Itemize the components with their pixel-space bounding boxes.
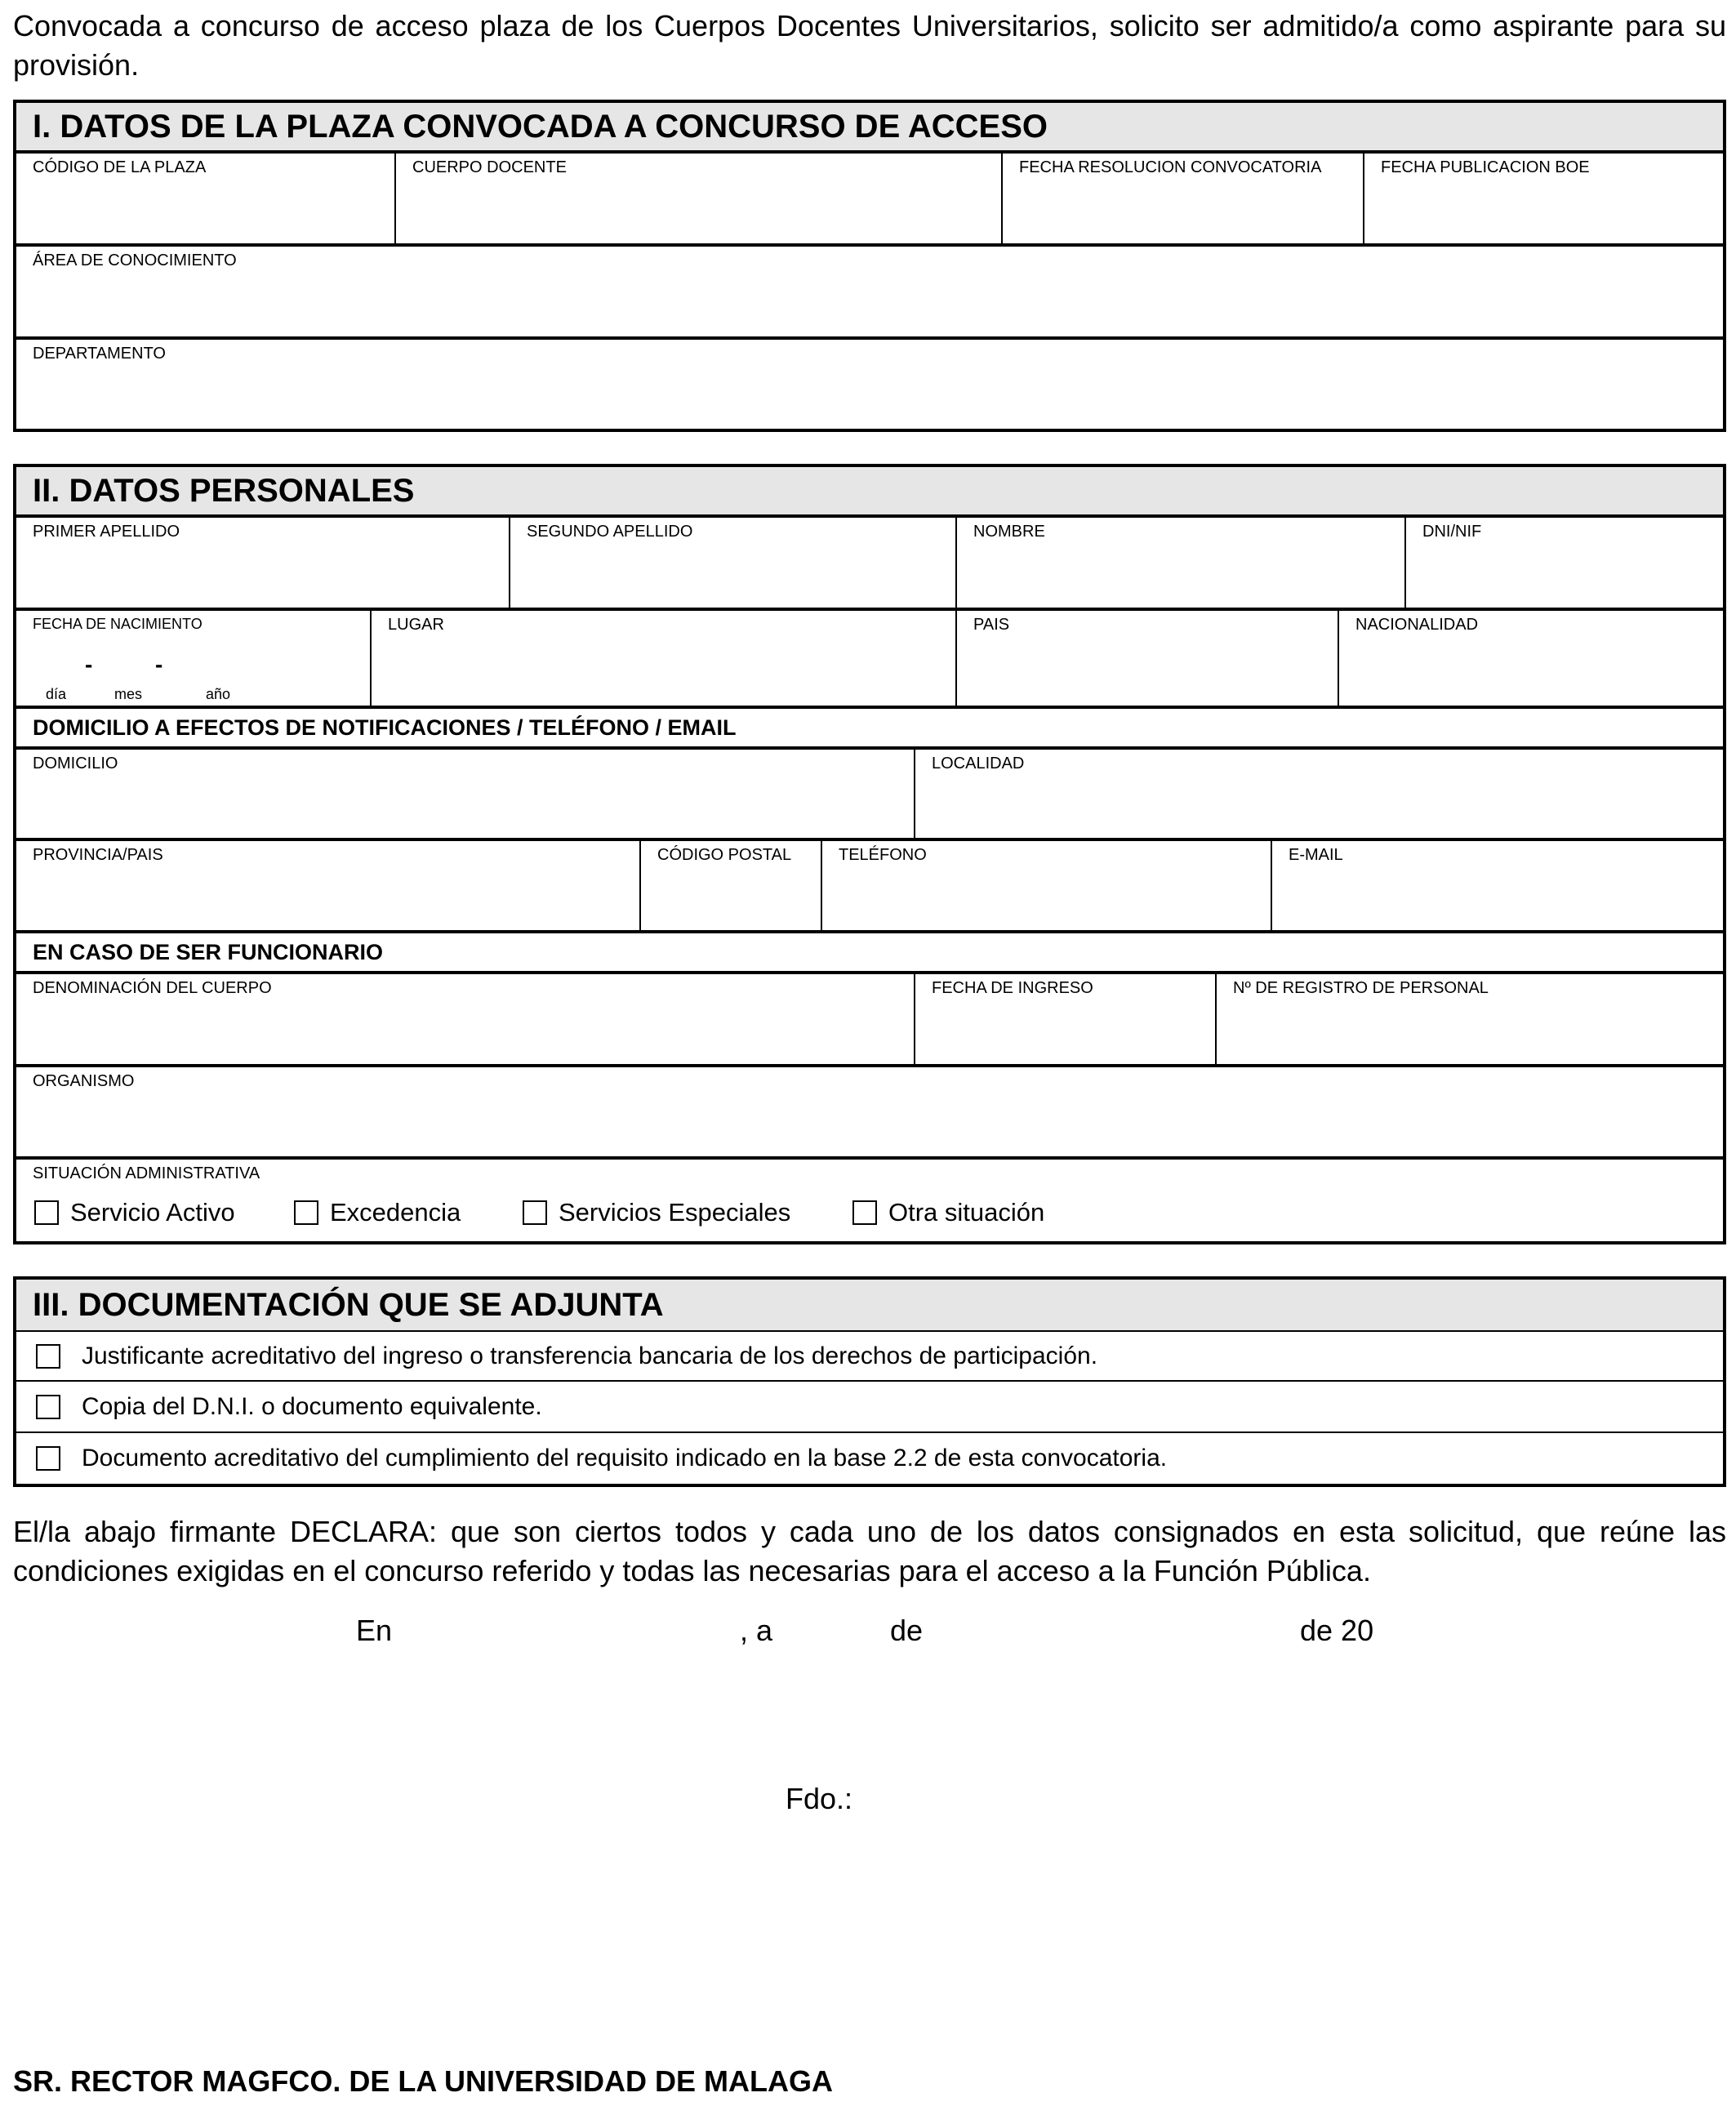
domicilio-subheader: DOMICILIO A EFECTOS DE NOTIFICACIONES / TELÉFONO / EMAIL <box>16 709 1723 750</box>
situacion-label: SITUACIÓN ADMINISTRATIVA <box>33 1164 260 1182</box>
date-de: de <box>890 1614 924 1647</box>
checkbox[interactable] <box>852 1200 877 1225</box>
doc-item-justificante[interactable] <box>16 1332 1723 1382</box>
section-title: III. DOCUMENTACIÓN QUE SE ADJUNTA <box>16 1280 1723 1332</box>
area-conocimiento-field[interactable]: ÁREA DE CONOCIMIENTO <box>33 252 237 269</box>
month-label: mes <box>114 686 143 702</box>
option-excedencia[interactable] <box>294 1198 523 1227</box>
segundo-apellido-field[interactable]: SEGUNDO APELLIDO <box>510 518 957 608</box>
checkbox[interactable] <box>36 1344 60 1369</box>
provincia-field[interactable]: PROVINCIA/PAIS <box>16 841 641 930</box>
fecha-resolucion-field[interactable]: FECHA RESOLUCION CONVOCATORIA <box>1003 154 1364 243</box>
place-a: , a <box>740 1614 773 1647</box>
intro-text: Convocada a concurso de acceso plaza de los Cuerpos Docentes Universitarios, solicito ser admitido/a como aspirante para su provisión. <box>13 9 1726 82</box>
declaration-text: El/la abajo firmante DECLARA: que son ciertos todos y cada uno de los datos consignados en esta solicitud, que reúne las condiciones exigidas en el concurso referido y todas las necesarias para el acceso a la Función Pública. <box>13 1515 1726 1587</box>
doc-item-requisito[interactable] <box>16 1433 1723 1484</box>
nombre-field[interactable]: NOMBRE <box>957 518 1406 608</box>
option-label: Servicio Activo <box>70 1198 235 1227</box>
fecha-nacimiento-field[interactable] <box>16 611 372 706</box>
doc-label: Documento acreditativo del cumplimiento del requisito indicado en la base 2.2 de esta convocatoria. <box>82 1445 1168 1472</box>
localidad-field[interactable]: LOCALIDAD <box>932 755 1025 772</box>
dni-field[interactable]: DNI/NIF <box>1422 523 1482 541</box>
nacionalidad-field[interactable]: NACIONALIDAD <box>1355 616 1479 634</box>
section-documentacion <box>13 1276 1726 1487</box>
place-en: En <box>356 1614 393 1647</box>
signature-label: Fdo.: <box>786 1782 853 1815</box>
addressee: SR. RECTOR MAGFCO. DE LA UNIVERSIDAD DE MALAGA <box>13 2064 834 2098</box>
option-servicio-activo[interactable] <box>34 1198 294 1227</box>
registro-personal-field[interactable]: Nº DE REGISTRO DE PERSONAL <box>1233 979 1489 997</box>
departamento-field[interactable]: DEPARTAMENTO <box>33 345 166 363</box>
checkbox[interactable] <box>294 1200 318 1225</box>
primer-apellido-field[interactable]: PRIMER APELLIDO <box>16 518 510 608</box>
codigo-postal-field[interactable]: CÓDIGO POSTAL <box>641 841 822 930</box>
fecha-boe-field[interactable]: FECHA PUBLICACION BOE <box>1381 158 1590 176</box>
doc-item-dni[interactable] <box>16 1382 1723 1433</box>
section-title: II. DATOS PERSONALES <box>16 467 1723 518</box>
situacion-administrativa <box>16 1160 1723 1241</box>
checkbox[interactable] <box>36 1446 60 1471</box>
checkbox[interactable] <box>34 1200 59 1225</box>
funcionario-subheader: EN CASO DE SER FUNCIONARIO <box>16 933 1723 974</box>
option-label: Otra situación <box>888 1198 1045 1227</box>
doc-label: Copia del D.N.I. o documento equivalente. <box>82 1392 542 1420</box>
option-servicios-especiales[interactable] <box>523 1198 852 1227</box>
year-label: año <box>206 686 231 702</box>
fecha-ingreso-field[interactable]: FECHA DE INGRESO <box>915 974 1217 1064</box>
option-otra-situacion[interactable] <box>852 1198 1044 1227</box>
codigo-plaza-field[interactable]: CÓDIGO DE LA PLAZA <box>16 154 396 243</box>
date-separator: - <box>155 652 163 677</box>
section-plaza <box>13 100 1726 432</box>
doc-label: Justificante acreditativo del ingreso o transferencia bancaria de los derechos de participación. <box>82 1342 1098 1369</box>
email-field[interactable]: E-MAIL <box>1289 846 1343 864</box>
fecha-nacimiento-label: FECHA DE NACIMIENTO <box>33 616 203 632</box>
section-title: I. DATOS DE LA PLAZA CONVOCADA A CONCURSO DE ACCESO <box>16 103 1723 154</box>
section-personal <box>13 464 1726 1244</box>
date-de-20: de 20 <box>1300 1614 1374 1647</box>
date-separator: - <box>85 652 93 677</box>
checkbox[interactable] <box>523 1200 547 1225</box>
checkbox[interactable] <box>36 1395 60 1419</box>
telefono-field[interactable]: TELÉFONO <box>822 841 1272 930</box>
denominacion-cuerpo-field[interactable]: DENOMINACIÓN DEL CUERPO <box>16 974 915 1064</box>
option-label: Servicios Especiales <box>559 1198 791 1227</box>
lugar-field[interactable]: LUGAR <box>372 611 957 706</box>
pais-field[interactable]: PAIS <box>957 611 1339 706</box>
organismo-field[interactable]: ORGANISMO <box>33 1072 135 1090</box>
option-label: Excedencia <box>330 1198 461 1227</box>
day-label: día <box>46 686 67 702</box>
cuerpo-docente-field[interactable]: CUERPO DOCENTE <box>396 154 1003 243</box>
domicilio-field[interactable]: DOMICILIO <box>16 750 915 838</box>
